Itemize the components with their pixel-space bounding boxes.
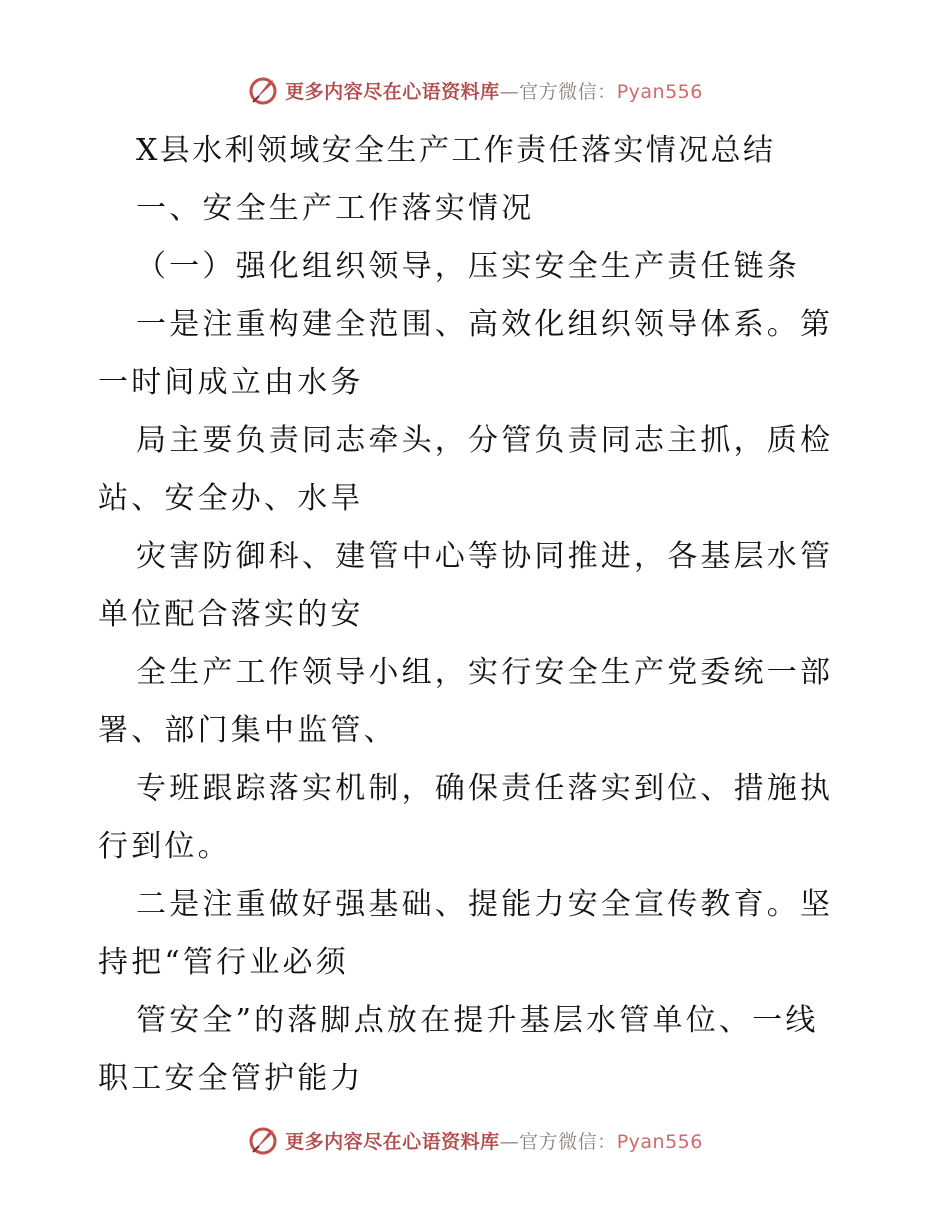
paragraph-line: 全生产工作领导小组，实行安全生产党委统一部 bbox=[136, 655, 834, 690]
paragraph-line: 一是注重构建全范围、高效化组织领导体系。第 bbox=[136, 307, 834, 342]
paragraph-line: 局主要负责同志牵头，分管负责同志主抓，质检 bbox=[136, 423, 834, 458]
watermark-header bbox=[0, 70, 950, 110]
watermark-text bbox=[285, 1127, 703, 1154]
watermark-handle: Pyan556 bbox=[616, 1130, 703, 1153]
paragraph-line: 管安全”的落脚点放在提升基层水管单位、一线 bbox=[136, 1003, 819, 1038]
paragraph-line: 专班跟踪落实机制，确保责任落实到位、措施执 bbox=[136, 771, 834, 806]
watermark-text bbox=[285, 77, 703, 104]
paragraph-line: 持把“管行业必须 bbox=[98, 945, 349, 980]
paragraph-line: 站、安全办、水旱 bbox=[98, 481, 364, 516]
section-heading: 一、安全生产工作落实情况 bbox=[136, 191, 535, 226]
paragraph-line: 署、部门集中监管、 bbox=[98, 713, 397, 748]
subsection-heading: （一）强化组织领导，压实安全生产责任链条 bbox=[136, 249, 800, 284]
watermark-site: 更多内容尽在心语资料库 bbox=[285, 80, 500, 103]
paragraph-line: 灾害防御科、建管中心等协同推进，各基层水管 bbox=[136, 539, 834, 574]
watermark-separator: — bbox=[499, 1130, 520, 1153]
paragraph-line: 职工安全管护能力 bbox=[98, 1061, 364, 1096]
paragraph-line: 二是注重做好强基础、提能力安全宣传教育。坚 bbox=[136, 887, 834, 922]
watermark-separator: — bbox=[499, 80, 520, 103]
watermark-official: 官方微信： bbox=[519, 1130, 617, 1153]
quill-logo-icon bbox=[247, 74, 279, 106]
watermark-official: 官方微信： bbox=[519, 80, 617, 103]
watermark-handle: Pyan556 bbox=[616, 80, 703, 103]
watermark-footer bbox=[0, 1120, 950, 1160]
paragraph-line: 行到位。 bbox=[98, 829, 231, 864]
paragraph-line: 单位配合落实的安 bbox=[98, 597, 364, 632]
paragraph-line: 一时间成立由水务 bbox=[98, 365, 364, 400]
document-body bbox=[98, 122, 858, 1108]
quill-logo-icon bbox=[247, 1124, 279, 1156]
watermark-site: 更多内容尽在心语资料库 bbox=[285, 1130, 500, 1153]
document-title: X县水利领域安全生产工作责任落实情况总结 bbox=[136, 133, 776, 168]
